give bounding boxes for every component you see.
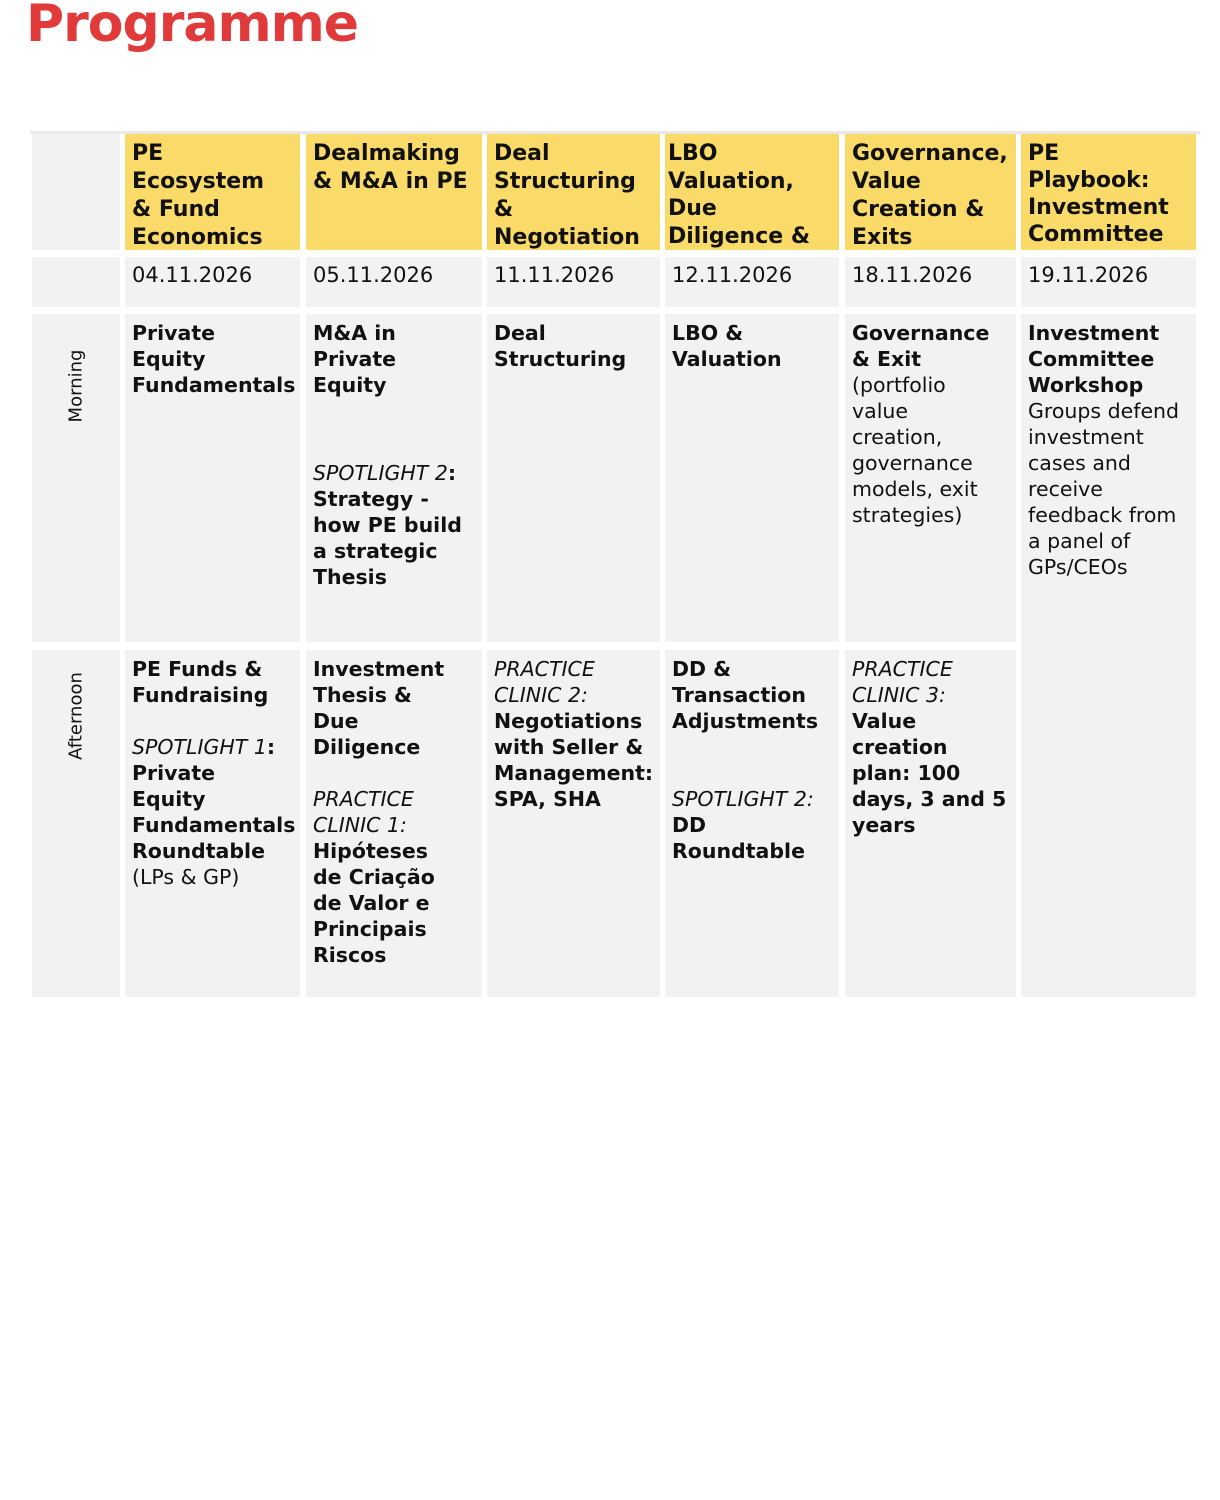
header-cell: Deal Structuring & Negotiation (487, 134, 660, 250)
header-cell: PE Ecosystem & Fund Economics (125, 134, 300, 250)
session-cell (487, 650, 660, 997)
date-cell: 19.11.2026 (1021, 257, 1196, 307)
clinic-label: PRACTICE CLINIC 1: (313, 787, 414, 837)
page-title: Programme (26, 0, 359, 54)
date-cell: 05.11.2026 (306, 257, 482, 307)
header-corner-cell (32, 134, 120, 250)
session-title: Deal Structuring (494, 321, 627, 371)
session-cell (845, 314, 1016, 642)
spotlight-colon: : (266, 735, 276, 759)
row-label-morning-cell (32, 314, 120, 642)
header-cell: LBO Valuation, Due Diligence & (665, 134, 839, 250)
clinic-title: Negotiations with Seller & Management: SPA, SHA (494, 709, 654, 811)
session-title: LBO & Valuation (672, 321, 782, 371)
session-cell (665, 314, 839, 642)
clinic-label: PRACTICE CLINIC 3: (852, 657, 953, 707)
session-title: PE Funds & Fundraising (132, 657, 269, 707)
row-label-morning: Morning (65, 349, 87, 423)
session-title: Investment Committee Workshop (1028, 321, 1160, 397)
session-title: Governance & Exit (852, 321, 990, 371)
clinic-title: Hipóteses de Criação de Valor e Principais Riscos (313, 839, 435, 967)
session-title: DD & Transaction Adjustments (672, 657, 819, 733)
date-corner-cell (32, 257, 120, 307)
spotlight-label: SPOTLIGHT 2 (313, 461, 448, 485)
date-cell: 12.11.2026 (665, 257, 839, 307)
spotlight-title: Strategy - how PE build a strategic Thesis (313, 487, 462, 589)
row-label-afternoon: Afternoon (65, 672, 87, 760)
spotlight-title: DD Roundtable (672, 813, 805, 863)
session-title: Investment Thesis & Due Diligence (313, 657, 445, 759)
header-cell: Dealmaking & M&A in PE (306, 134, 482, 250)
spotlight-label: SPOTLIGHT 1 (132, 735, 267, 759)
session-cell (306, 314, 482, 642)
session-cell (306, 650, 482, 997)
session-title: Private Equity Fundamentals (132, 321, 296, 397)
date-cell: 04.11.2026 (125, 257, 300, 307)
date-cell: 18.11.2026 (845, 257, 1016, 307)
session-cell (665, 650, 839, 997)
spotlight-colon: : (447, 461, 457, 485)
clinic-title: Value creation plan: 100 days, 3 and 5 years (852, 709, 1007, 837)
session-note: (portfolio value creation, governance models, exit strategies) (852, 373, 978, 527)
session-title: M&A in Private Equity (313, 321, 397, 397)
date-cell: 11.11.2026 (487, 257, 660, 307)
session-cell (487, 314, 660, 642)
spotlight-title: Private Equity Fundamentals Roundtable (132, 761, 296, 863)
clinic-label: PRACTICE CLINIC 2: (494, 657, 595, 707)
session-cell-full-day (1021, 314, 1196, 997)
spotlight-label: SPOTLIGHT 2: (672, 787, 814, 811)
session-note: (LPs & GP) (132, 865, 240, 889)
row-label-afternoon-cell (32, 650, 120, 997)
header-cell: PE Playbook: Investment Committee (1021, 134, 1196, 250)
session-cell (845, 650, 1016, 997)
session-note: Groups defend investment cases and receive feedback from a panel of GPs/CEOs (1028, 399, 1180, 579)
session-cell (125, 314, 300, 642)
header-cell: Governance, Value Creation & Exits (845, 134, 1016, 250)
session-cell (125, 650, 300, 997)
